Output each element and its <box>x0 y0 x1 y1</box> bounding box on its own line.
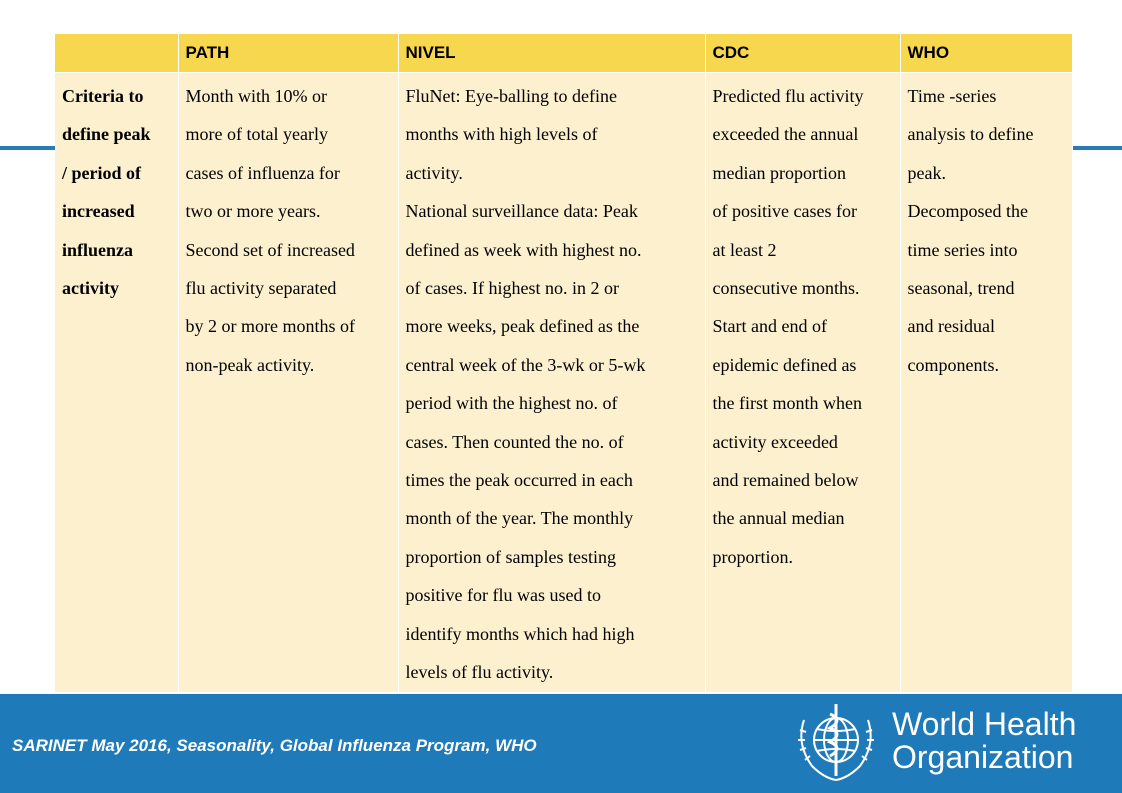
table-header-row <box>55 34 1072 73</box>
row-label-line: / period of <box>62 162 141 183</box>
nivel-line: National surveillance data: Peak <box>405 201 638 222</box>
peak-criteria-table <box>55 34 1073 692</box>
nivel-line: cases. Then counted the no. of <box>405 431 624 452</box>
header-path: PATH <box>178 34 398 73</box>
nivel-line: period with the highest no. of <box>405 393 618 414</box>
nivel-cell <box>398 73 705 692</box>
decorative-line-left <box>0 146 56 150</box>
nivel-line: levels of flu activity. <box>405 662 554 683</box>
nivel-line: month of the year. The monthly <box>405 508 634 529</box>
nivel-line: positive for flu was used to <box>405 585 601 606</box>
nivel-line: FluNet: Eye-balling to define <box>405 86 617 106</box>
row-label-cell <box>55 73 178 692</box>
who-line: seasonal, trend <box>907 278 1015 299</box>
cdc-line: Start and end of <box>712 316 827 337</box>
nivel-line: activity. <box>405 162 463 183</box>
row-label-line: Criteria to <box>62 86 144 106</box>
path-line: flu activity separated <box>185 278 337 299</box>
decorative-line-right <box>1071 146 1122 150</box>
cdc-line: exceeded the annual <box>712 124 859 145</box>
who-line: Decomposed the <box>907 201 1028 222</box>
who-line: components. <box>907 354 999 375</box>
path-line: Second set of increased <box>185 239 355 260</box>
row-label-line: activity <box>62 278 119 299</box>
path-line: two or more years. <box>185 201 321 222</box>
cdc-line: activity exceeded <box>712 431 838 452</box>
who-logo-text <box>892 708 1076 774</box>
nivel-line: proportion of samples testing <box>405 546 616 567</box>
path-line: cases of influenza for <box>185 162 340 183</box>
who-line: analysis to define <box>907 124 1034 145</box>
cdc-line: of positive cases for <box>712 201 857 222</box>
header-cdc: CDC <box>705 34 900 73</box>
nivel-line: more weeks, peak defined as the <box>405 316 640 337</box>
path-line: non-peak activity. <box>185 354 315 375</box>
nivel-line: defined as week with highest no. <box>405 239 642 260</box>
cdc-line: consecutive months. <box>712 278 860 299</box>
cdc-line: the first month when <box>712 393 862 414</box>
cdc-line: median proportion <box>712 162 846 183</box>
cdc-line: the annual median <box>712 508 845 529</box>
cdc-cell <box>705 73 900 692</box>
path-line: Month with 10% or <box>185 86 327 106</box>
path-line: more of total yearly <box>185 124 328 145</box>
nivel-line: of cases. If highest no. in 2 or <box>405 278 619 299</box>
cdc-line: Predicted flu activity <box>712 86 864 106</box>
who-logo-line2: Organization <box>892 739 1074 775</box>
who-emblem-icon <box>790 700 882 786</box>
cdc-line: epidemic defined as <box>712 354 857 375</box>
row-label-line: define peak <box>62 124 151 145</box>
path-line: by 2 or more months of <box>185 316 355 337</box>
who-line: time series into <box>907 239 1018 260</box>
path-cell <box>178 73 398 692</box>
header-empty <box>55 34 178 73</box>
nivel-line: times the peak occurred in each <box>405 470 633 491</box>
who-line: and residual <box>907 316 995 337</box>
who-cell <box>900 73 1072 692</box>
cdc-line: and remained below <box>712 470 859 491</box>
nivel-line: identify months which had high <box>405 623 635 644</box>
row-label-line: influenza <box>62 239 134 260</box>
comparison-table-container <box>55 34 1072 692</box>
who-logo-line1: World Health <box>892 706 1077 742</box>
who-line: peak. <box>907 162 946 183</box>
row-label-line: increased <box>62 201 135 222</box>
cdc-line: proportion. <box>712 546 793 567</box>
header-who: WHO <box>900 34 1072 73</box>
nivel-line: central week of the 3-wk or 5-wk <box>405 354 646 375</box>
header-nivel: NIVEL <box>398 34 705 73</box>
nivel-line: months with high levels of <box>405 124 598 145</box>
table-row <box>55 73 1072 692</box>
cdc-line: at least 2 <box>712 239 777 260</box>
who-line: Time -series <box>907 86 997 106</box>
footer-caption: SARINET May 2016, Seasonality, Global Influenza Program, WHO <box>12 736 537 755</box>
